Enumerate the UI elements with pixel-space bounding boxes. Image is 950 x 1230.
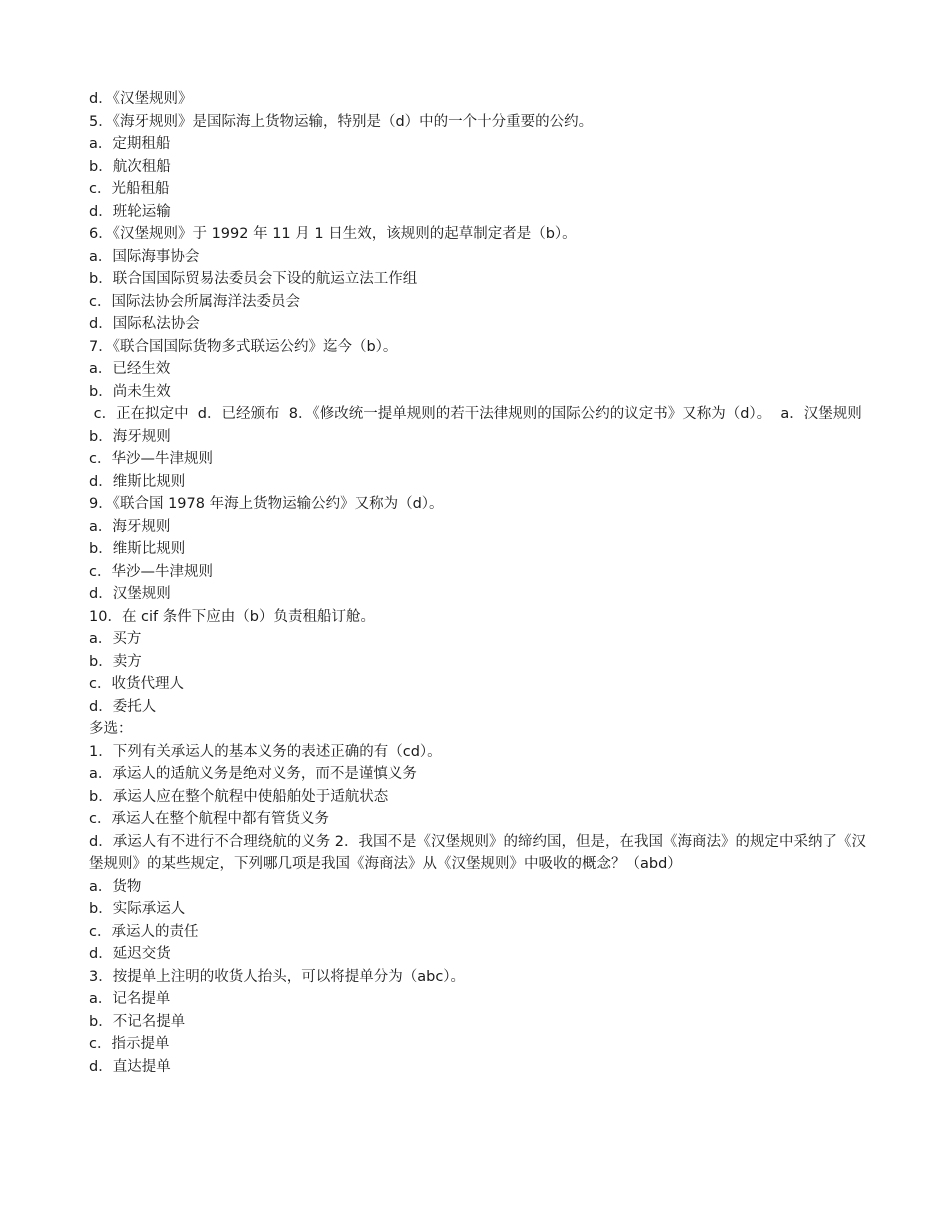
document-body — [89, 88, 869, 1078]
option-line: c．承运人在整个航程中都有管货义务 — [89, 811, 329, 827]
option-line: c．收货代理人 — [89, 676, 184, 692]
question-5: 5．《海牙规则》是国际海上货物运输，特别是（d）中的一个十分重要的公约。 — [89, 113, 594, 130]
option-line: b．尚未生效 — [89, 383, 171, 400]
question-6: 6．《汉堡规则》于 1992 年 11 月 1 日生效，该规则的起草制定者是（b）。 — [89, 226, 577, 242]
option-line: b．联合国国际贸易法委员会下设的航运立法工作组 — [89, 271, 418, 287]
option-line: a．记名提单 — [89, 991, 171, 1007]
option-line: a．承运人的适航义务是绝对义务，而不是谨慎义务 — [89, 766, 417, 782]
text-line: d．《汉堡规则》 — [89, 91, 193, 107]
option-line: d．委托人 — [89, 698, 157, 715]
option-line: c．国际法协会所属海洋法委员会 — [89, 293, 300, 310]
option-line: a．货物 — [89, 878, 142, 895]
option-line: d．班轮运输 — [89, 203, 171, 220]
option-line: d．国际私法协会 — [89, 316, 200, 332]
option-line: c．华沙—牛津规则 — [89, 563, 213, 580]
option-line: c．承运人的责任 — [89, 923, 199, 940]
question-7: 7．《联合国国际货物多式联运公约》迄今（b）。 — [89, 338, 398, 355]
option-line: b．航次租船 — [89, 158, 171, 175]
option-line: b．维斯比规则 — [89, 541, 186, 557]
option-line: b．海牙规则 — [89, 428, 171, 445]
question-10: 10．在 cif 条件下应由（b）负责租船订舱。 — [89, 608, 375, 625]
option-line: d．汉堡规则 — [89, 586, 171, 602]
option-line: c．指示提单 — [89, 1036, 170, 1052]
option-line: a．买方 — [89, 631, 142, 647]
option-line: d．直达提单 — [89, 1058, 171, 1075]
option-line: b．不记名提单 — [89, 1013, 186, 1030]
option-line: b．承运人应在整个航程中使船舶处于适航状态 — [89, 788, 389, 805]
option-line: b．实际承运人 — [89, 901, 186, 917]
option-line: a．国际海事协会 — [89, 248, 200, 265]
option-line: a．海牙规则 — [89, 518, 171, 535]
option-line: d．维斯比规则 — [89, 473, 186, 490]
option-line: c．光船租船 — [89, 181, 170, 197]
multi-question-1: 1．下列有关承运人的基本义务的表述正确的有（cd）。 — [89, 743, 442, 760]
option-line: a．定期租船 — [89, 136, 171, 152]
option-line: c．华沙—牛津规则 — [89, 451, 213, 467]
multi-question-2-combined: d．承运人有不进行不合理绕航的义务 2．我国不是《汉堡规则》的缔约国，但是，在我国《海商法》的规定中采纳了《汉堡规则》的某些规定，下列哪几项是我国《海商法》从《汉堡规则》中吸收的概念？（abd） — [89, 833, 867, 872]
section-heading-multiple-choice: 多选： — [89, 721, 133, 737]
question-9: 9．《联合国 1978 年海上货物运输公约》又称为（d）。 — [89, 496, 444, 512]
option-line: d．延迟交货 — [89, 946, 171, 962]
option-line: b．卖方 — [89, 653, 142, 670]
question-8-combined: c．正在拟定中 d．已经颁布 8．《修改统一提单规则的若干法律规则的国际公约的议定书》又称为（d）。 a．汉堡规则 — [89, 406, 862, 422]
option-line: a．已经生效 — [89, 361, 171, 377]
multi-question-3: 3．按提单上注明的收货人抬头，可以将提单分为（abc）。 — [89, 968, 466, 985]
